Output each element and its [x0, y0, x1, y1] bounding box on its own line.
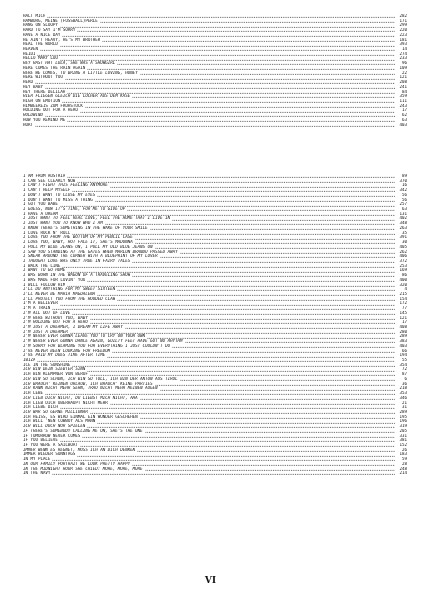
- entry-page: 17: [402, 108, 407, 113]
- entry-page: 383: [399, 339, 407, 344]
- dot-leader: [35, 123, 395, 128]
- index-section-h: [23, 14, 407, 127]
- dot-leader: [52, 471, 395, 476]
- entry-page: 353: [399, 391, 407, 396]
- entry-page: 26: [402, 447, 407, 452]
- entry-page: 36: [402, 381, 407, 386]
- entry-page: 72: [402, 367, 407, 372]
- entry-title: I WILL FOLLOW HIM: [23, 282, 66, 287]
- entry-page: 59: [402, 457, 407, 462]
- entry-title: HERE WE COMES, TO BRING A LITTLE LOVING, HONEY: [23, 70, 138, 75]
- page-number: VI: [204, 576, 217, 586]
- entry-page: 346: [399, 395, 407, 400]
- entry-page: 223: [399, 32, 407, 37]
- entry-page: 408: [399, 325, 407, 329]
- entry-page: 241: [399, 84, 407, 89]
- entry-page: 56: [402, 197, 407, 202]
- entry-page: 22: [402, 70, 407, 75]
- entry-title: HIMBEEREIS ZUM FRÜHSTÜCK: [23, 103, 83, 108]
- entry-page: 16: [402, 183, 407, 188]
- entry-page: 14: [402, 47, 407, 52]
- entry-title: HEAVEN: [23, 47, 38, 52]
- entry-page: 109: [399, 65, 407, 70]
- entry-title: I PULL MY BLUE JEANS ON, I PULL MY OLD BLUE JEANS ON: [23, 244, 153, 249]
- entry-page: 84: [402, 89, 407, 94]
- entry-title: I'M JUST A DREAMER, I DREAM MY LIFE AWAY: [23, 325, 123, 329]
- entry-title: I'LL NEVER BE MARIA MAGDALENA: [23, 291, 96, 296]
- entry-title: I'M HOLDING OUT FOR A HERO: [23, 320, 88, 325]
- entry-page: 196: [399, 419, 407, 424]
- index-entry: [23, 471, 407, 476]
- entry-title: I THOUGHT LOVE WAS ONLY TRUE IN FAIRY TALES: [23, 258, 131, 263]
- entry-page: 194: [399, 353, 407, 358]
- entry-title: IMMER WENN ES REGNET, MUSS ICH AN DICH DENKEN: [23, 447, 136, 452]
- entry-title: I WANT TO GO HOME: [23, 268, 66, 273]
- entry-title: IF YOU BELIEVE: [23, 438, 58, 443]
- entry-page: 169: [399, 268, 407, 273]
- entry-title: ICH LIEB DICH NICHT, DU LIEBST MICH NICHT, AHA: [23, 395, 138, 400]
- entry-title: I DON'T WANT TO MISS A THING: [23, 197, 93, 202]
- entry-page: 181: [399, 37, 407, 42]
- entry-title: IMMER WIEDER SONNTAGS: [23, 452, 76, 457]
- entry-title: HARD TO SAY I'M SORRY: [23, 28, 76, 33]
- entry-title: I KNOW THERE'S SOMETHING IN THE WAKE OF YOUR SMILE: [23, 225, 148, 230]
- entry-title: HEY THERE DELILAH: [23, 89, 66, 94]
- entry-page: 253: [399, 263, 407, 268]
- entry-page: 63: [402, 117, 407, 122]
- entry-title: ICH WILL 'NEN COWBOY ALS MANN: [23, 419, 96, 424]
- entry-title: ICE IN THE SUNSHINE: [23, 362, 71, 367]
- entry-page: 21: [402, 400, 407, 405]
- entry-page: 406: [399, 254, 407, 259]
- entry-page: 89: [402, 174, 407, 178]
- entry-title: HIGH ON EMOTION: [23, 98, 61, 103]
- entry-page: 233: [399, 56, 407, 61]
- entry-page: 319: [399, 424, 407, 429]
- entry-page: 28: [402, 461, 407, 466]
- entry-page: 220: [399, 28, 407, 33]
- entry-page: 248: [399, 466, 407, 471]
- entry-page: 6: [404, 376, 407, 381]
- entry-title: I CAN'T FIGHT THIS FEELING ANYMORE: [23, 183, 108, 188]
- entry-title: HOW YOU REMIND ME: [23, 117, 66, 122]
- entry-title: I CAN'T HELP MYSELF: [23, 188, 71, 193]
- entry-page: 391: [399, 235, 407, 240]
- entry-title: I HAVE A DREAM: [23, 211, 58, 216]
- entry-page: 4: [404, 287, 407, 292]
- entry-title: ICH BIN KLEMPNER VON BERUF: [23, 372, 88, 377]
- entry-title: HAVE A NICE DAY: [23, 32, 61, 37]
- entry-page: 282: [399, 14, 407, 18]
- entry-page: 299: [399, 23, 407, 28]
- entry-page: 152: [399, 442, 407, 447]
- entry-page: 56: [402, 192, 407, 197]
- entry-page: 183: [399, 452, 407, 457]
- entry-title: HIER FLIEGEN GLEICH DIE LÖCHER AUS DEM KÄSE: [23, 94, 131, 99]
- entry-page: 348: [399, 221, 407, 226]
- entry-page: 145: [399, 310, 407, 315]
- entry-title: IF THERE'S SOMEBODY CALLING ME ON, SHE'S THE ONE: [23, 428, 143, 433]
- entry-title: IN OUR FAMILY PORTRAIT WE LOOK PRETTY HAPPY: [23, 461, 131, 466]
- entry-title: I WALK THE LINE: [23, 263, 61, 268]
- index-section-i: [23, 174, 407, 476]
- entry-title: IF TOMORROW NEVER COMES: [23, 433, 81, 438]
- entry-title: HE AIN'T HEAVY, HE'S MY BROTHER: [23, 37, 101, 42]
- entry-title: ICH HEISS, ES WIRD EINMAL EIN WUNDER GESCHEHEN: [23, 414, 138, 419]
- entry-title: I'VE PAID MY DUES TIME AFTER TIME: [23, 353, 106, 358]
- entry-title: HERO: [23, 80, 33, 85]
- entry-title: I'M ALL OUT OF LOVE: [23, 310, 71, 315]
- entry-page: 402: [399, 216, 407, 221]
- entry-page: 87: [402, 372, 407, 377]
- entry-page: 320: [399, 282, 407, 287]
- entry-page: 393: [399, 42, 407, 47]
- entry-title: HEIDI: [23, 51, 36, 56]
- entry-title: I AM FROM AUSTRIA: [23, 174, 66, 178]
- entry-title: ICH BIN DEIN SIEBTER SINN: [23, 367, 86, 372]
- entry-page: 354: [399, 362, 407, 367]
- entry-title: HERE WITHOUT YOU: [23, 75, 63, 80]
- entry-page: 215: [399, 291, 407, 296]
- entry-title: I'M HERE WITHOUT YOU, BABY: [23, 315, 88, 320]
- entry-title: ICH WÄR SO GERNE MILLIONÄR: [23, 409, 88, 414]
- entry-title: IF YOU WERE A SAILBOAT: [23, 442, 78, 447]
- entry-title: IN THE NAVY: [23, 471, 51, 476]
- entry-page: 289: [399, 334, 407, 339]
- entry-title: I'VE NEVER BEEN LOOKING FOR FREEDOM: [23, 348, 111, 353]
- entry-title: I'M A BELIEVER: [23, 301, 58, 306]
- entry-page: 214: [399, 471, 407, 476]
- entry-page: 172: [399, 301, 407, 306]
- entry-page: 257: [399, 202, 407, 207]
- entry-page: 62: [402, 113, 407, 118]
- entry-title: I'M SORRY FOR BLAMING YOU FOR EVERYTHING I JUST COULDN'T DO: [23, 343, 171, 348]
- entry-title: HANG ON SLOOPY: [23, 23, 58, 28]
- entry-title: I'M NEVER EVER GONNA LEAVE YOU TO CRY ON YOUR OWN: [23, 334, 146, 339]
- entry-title: IN THE MIDNIGHT HOUR SHE CRIED: MORE, MORE, MORE: [23, 466, 143, 471]
- entry-page: 96: [402, 61, 407, 66]
- entry-page: 243: [399, 103, 407, 108]
- entry-page: 342: [399, 188, 407, 193]
- entry-title: ICH BRAUCH' KEINEN URLAUB, ICH BRAUCH' KEINE PARTIES: [23, 381, 153, 386]
- entry-page: 205: [399, 428, 407, 433]
- entry-title: I SAW YOU STANDING AT THE GATES WHEN MARLON BRANDO PASSED AWAY: [23, 249, 178, 254]
- entry-title: I CAN SEE CLEARLY NOW: [23, 178, 76, 183]
- index-entry: [23, 123, 407, 128]
- entry-title: HEAL THE WORLD: [23, 42, 58, 47]
- entry-title: HELLO MARY LOU: [23, 56, 58, 61]
- entry-title: I WAS MADE FOR LOVIN' YOU: [23, 277, 86, 282]
- entry-title: HEY BABY: [23, 84, 43, 89]
- entry-page: 171: [399, 18, 407, 23]
- entry-page: 77: [402, 306, 407, 311]
- entry-title: HERE COMES THE RAIN AGAIN: [23, 65, 86, 70]
- entry-title: I'M NEVER EVER GONNA DANCE AGAIN, GUILTY FEET HAVE GOT NO RHYTHM: [23, 339, 183, 344]
- entry-title: I SNEAK AROUND THE CORNER WITH A BLUEPRINT OF MY LOVER: [23, 254, 158, 259]
- entry-page: 131: [399, 211, 407, 216]
- entry-page: 31: [402, 405, 407, 410]
- entry-page: 195: [399, 414, 407, 419]
- entry-page: 63: [402, 207, 407, 212]
- entry-title: ICH LIEBE DICH: [23, 405, 58, 410]
- entry-page: 154: [399, 296, 407, 301]
- entry-title: HAMBURG, MEINE (FUSSBALL)PERLE: [23, 18, 98, 23]
- entry-page: 55: [402, 358, 407, 363]
- entry-title: ICH WILL DOCH NUR SPIELEN: [23, 424, 86, 429]
- entry-page: 359: [399, 94, 407, 99]
- entry-page: 17: [402, 320, 407, 325]
- entry-title: I'LL DO ANYTHING FOR MY SWEET SIXTEEN: [23, 287, 116, 292]
- entry-title: HALT MICH: [23, 14, 46, 18]
- entry-title: ICH LEBE: [23, 391, 43, 396]
- entry-title: I GUESS, NOW IT'S TIME, FOR ME TO GIVE UP: [23, 207, 126, 212]
- entry-page: 121: [399, 75, 407, 80]
- entry-page: 370: [399, 178, 407, 183]
- entry-title: IN MY PLACE: [23, 457, 51, 462]
- entry-page: 289: [399, 409, 407, 414]
- entry-title: I'M A TRAIN: [23, 306, 51, 311]
- entry-page: 405: [399, 244, 407, 249]
- entry-title: I LOVE YOU, BABY, HOT FACE IT, SHE'S MADONNA: [23, 240, 133, 245]
- entry-title: ICH LIEB DICH ÜBERHAUPT NICHT MEHR: [23, 400, 108, 405]
- entry-title: I LOVE ROCK N' ROLL: [23, 230, 71, 235]
- entry-title: HEY HAST HAT LOLA, SHE WAS A SHOWGIRL: [23, 61, 116, 66]
- entry-title: I'LL PROTECT YOU FROM THE HOODED CLAW: [23, 296, 116, 301]
- entry-title: I DON'T WANT TO CLOSE MY EYES: [23, 192, 96, 197]
- entry-page: 400: [399, 277, 407, 282]
- entry-page: 280: [399, 329, 407, 334]
- entry-title: IBIZA: [23, 358, 36, 363]
- entry-page: 331: [399, 433, 407, 438]
- entry-title: I LOVE YOU FROM THE BOTTOM OF MY PENCIL CASE: [23, 235, 133, 240]
- entry-page: 208: [399, 80, 407, 85]
- entry-page: 66: [402, 348, 407, 353]
- entry-title: I GOT YOU BABE: [23, 202, 58, 207]
- entry-title: ICH KANN NICHT MEHR SEHN, TRAU NICHT MEHR MEINEN AUGEN: [23, 386, 158, 391]
- entry-page: 121: [399, 315, 407, 320]
- entry-title: I JUST WANT YOU TO KNOW WHO I AM: [23, 221, 103, 226]
- entry-page: 30: [402, 240, 407, 245]
- entry-page: 86: [402, 273, 407, 278]
- entry-page: 403: [399, 122, 407, 127]
- entry-page: 274: [399, 51, 407, 56]
- entry-title: HOLDWIND: [23, 113, 43, 118]
- entry-title: I'M JUST A DREAMER: [23, 329, 68, 334]
- entry-title: HOLDING OUT FOR A HERO: [23, 108, 78, 113]
- entry-page: 218: [399, 386, 407, 391]
- entry-page: 372: [399, 258, 407, 263]
- entry-title: ICH BIN SO SCHÖN, ICH BIN SO TOLL, ICH BIN DER ANTON AUS TIROL: [23, 376, 178, 381]
- entry-page: 35: [402, 230, 407, 235]
- entry-page: 111: [399, 98, 407, 103]
- entry-page: 403: [399, 343, 407, 348]
- entry-page: 381: [399, 438, 407, 443]
- entry-page: 262: [399, 249, 407, 254]
- entry-title: I WAS BORN IN THE WAGON OF A TRAVELING SHOW: [23, 273, 131, 278]
- entry-title: HURT: [23, 122, 33, 127]
- entry-title: I JUST WANT TO FEEL REAL LOVE, FEEL THE HOME THAT I LIVE IN: [23, 216, 171, 221]
- entry-page: 263: [399, 225, 407, 230]
